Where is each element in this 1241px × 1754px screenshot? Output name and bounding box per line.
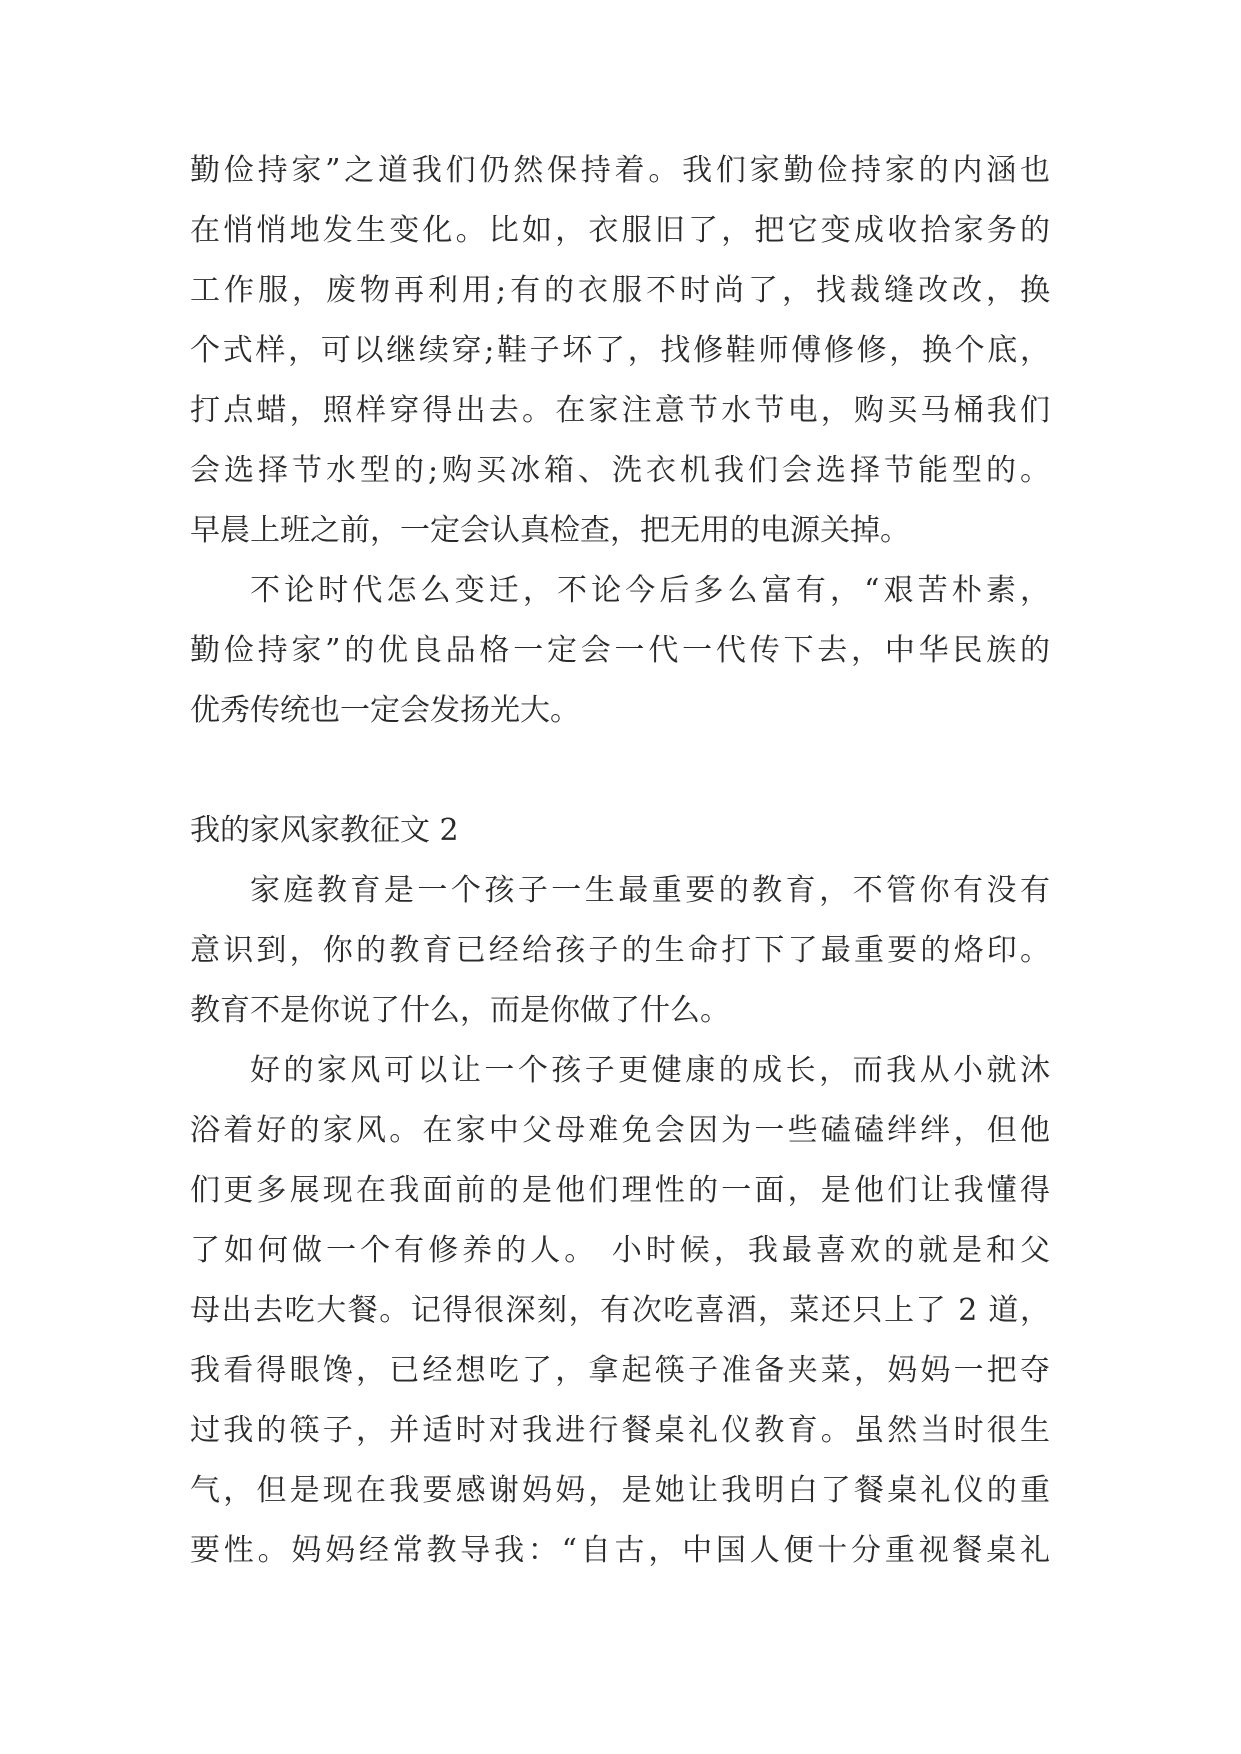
text-line: 教育不是你说了什么，而是你做了什么。 <box>190 993 730 1028</box>
text-line: 好的家风可以让一个孩子更健康的成长，而我从小就沐 <box>250 1053 1050 1088</box>
text-line: 打点蜡，照样穿得出去。在家注意节水节电，购买马桶我们 <box>190 393 1050 428</box>
text-line: 要性。妈妈经常教导我：“自古，中国人便十分重视餐桌礼 <box>190 1533 1050 1568</box>
paragraph-family-tradition <box>190 1041 1050 1581</box>
text-line: 浴着好的家风。在家中父母难免会因为一些磕磕绊绊，但他 <box>190 1113 1050 1148</box>
document-body <box>190 141 1050 1581</box>
text-line: 了如何做一个有修养的人。 小时候，我最喜欢的就是和父 <box>190 1233 1050 1268</box>
text-line: 早晨上班之前，一定会认真检查，把无用的电源关掉。 <box>190 513 910 548</box>
text-line: 过我的筷子，并适时对我进行餐桌礼仪教育。虽然当时很生 <box>190 1413 1050 1448</box>
text-line: 家庭教育是一个孩子一生最重要的教育，不管你有没有 <box>250 873 1050 908</box>
text-line: 勤俭持家”的优良品格一定会一代一代传下去，中华民族的 <box>190 633 1050 668</box>
section-heading: 我的家风家教征文 2 <box>190 813 459 848</box>
section-spacer <box>190 741 1050 801</box>
text-line: 我看得眼馋，已经想吃了，拿起筷子准备夹菜，妈妈一把夺 <box>190 1353 1050 1388</box>
text-line: 意识到，你的教育已经给孩子的生命打下了最重要的烙印。 <box>190 933 1050 968</box>
text-line: 不论时代怎么变迁，不论今后多么富有，“艰苦朴素， <box>250 573 1050 608</box>
text-line: 个式样，可以继续穿;鞋子坏了，找修鞋师傅修修，换个底， <box>190 333 1050 368</box>
paragraph-family-education <box>190 861 1050 1041</box>
text-line: 们更多展现在我面前的是他们理性的一面，是他们让我懂得 <box>190 1173 1050 1208</box>
text-line: 在悄悄地发生变化。比如，衣服旧了，把它变成收拾家务的 <box>190 213 1050 248</box>
paragraph-conclusion <box>190 561 1050 741</box>
text-line: 优秀传统也一定会发扬光大。 <box>190 693 580 728</box>
text-line: 母出去吃大餐。记得很深刻，有次吃喜酒，菜还只上了 2 道， <box>190 1293 1050 1328</box>
text-line: 勤俭持家”之道我们仍然保持着。我们家勤俭持家的内涵也 <box>190 153 1050 188</box>
paragraph-frugality <box>190 141 1050 561</box>
text-line: 气，但是现在我要感谢妈妈，是她让我明白了餐桌礼仪的重 <box>190 1473 1050 1508</box>
text-line: 会选择节水型的;购买冰箱、洗衣机我们会选择节能型的。 <box>190 453 1050 488</box>
text-line: 工作服，废物再利用;有的衣服不时尚了，找裁缝改改，换 <box>190 273 1050 308</box>
